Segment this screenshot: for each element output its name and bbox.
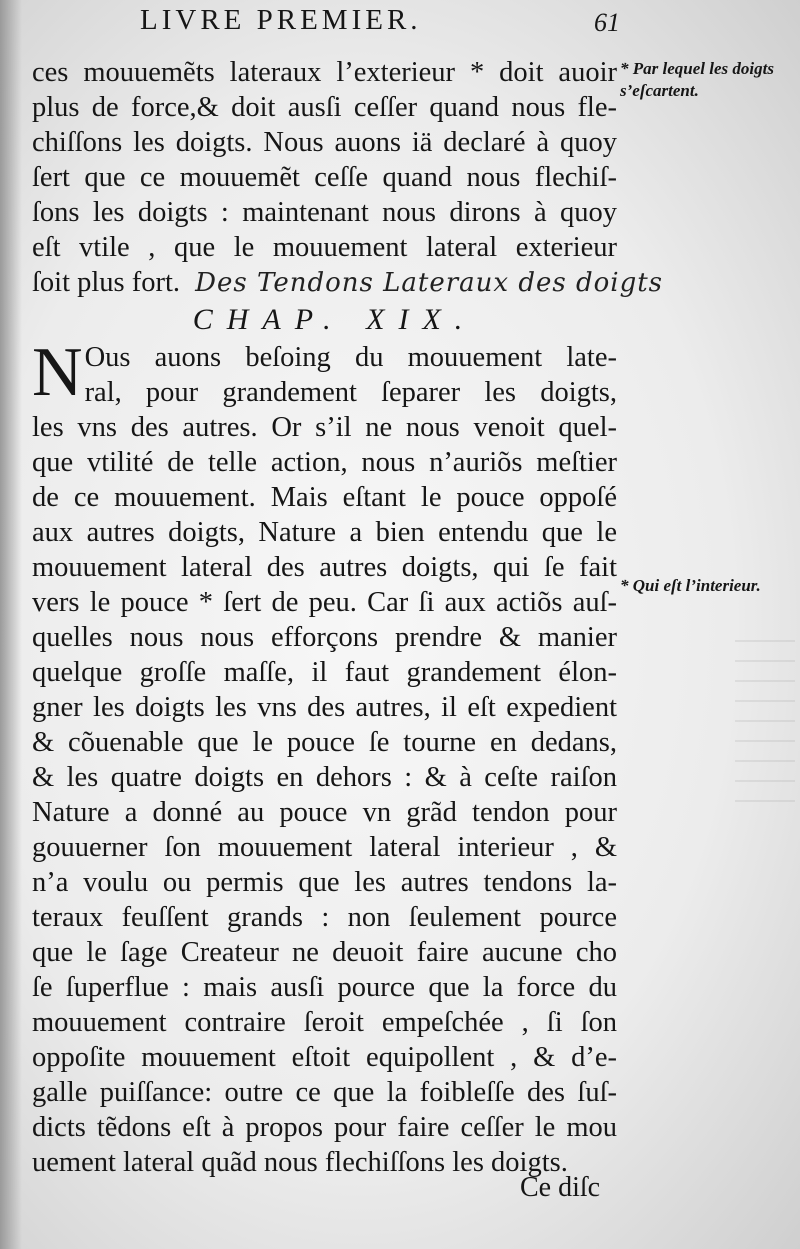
margin-note: * Par lequel les doigts s’eſcartent. <box>620 59 774 100</box>
text-line: mouuement lateral des autres doigts, qui ſe fait <box>32 552 617 583</box>
running-head: LIVRE PREMIER. <box>140 4 422 36</box>
text-line: teraux feuſſent grands : non ſeulement pource <box>32 902 617 933</box>
text-line: ſe ſuperflue : mais ausſi pource que la force du <box>32 972 617 1003</box>
page-number: 61 <box>594 8 620 37</box>
text-line: eſt vtile , que le mouuement lateral exterieur <box>32 232 617 263</box>
text-line: ces mouuemẽts lateraux l’exterieur * doit auoir <box>32 57 617 88</box>
text-line: Ous auons beſoing du mouuement late- <box>84 342 617 373</box>
gutter-shadow <box>0 0 22 1249</box>
text-line: vers le pouce * ſert de peu. Car ſi aux actiõs auſ- <box>32 587 617 618</box>
text-line-end: ſoit plus fort. <box>32 267 181 298</box>
chapter-heading: CHAP. XIX. <box>192 303 477 336</box>
text-line: galle puiſſance: outre ce que la foibleſſe des ſuſ- <box>32 1077 617 1108</box>
text-line: gner les doigts les vns des autres, il eſt expedient <box>32 692 617 723</box>
paragraph-opening <box>32 334 617 411</box>
text-line: uement lateral quãd nous flechiſſons les doigts. <box>32 1147 568 1178</box>
text-line: ſert que ce mouuemẽt ceſſe quand nous flechiſ- <box>32 162 617 193</box>
text-line: & cõuenable que le pouce ſe tourne en dedans, <box>32 727 617 758</box>
text-line: aux autres doigts, Nature a bien entendu que le <box>32 517 617 548</box>
main-text-block <box>32 55 664 1180</box>
text-line: ſons les doigts : maintenant nous dirons à quoy <box>32 197 617 228</box>
text-line: que vtilité de telle action, nous n’auriõs meſtier <box>32 447 617 478</box>
text-line: ral, pour grandement ſeparer les doigts, <box>84 377 617 408</box>
text-line: de ce mouuement. Mais eſtant le pouce oppoſé <box>32 482 617 513</box>
text-line: dicts tẽdons eſt à propos pour faire ceſſer le mou <box>32 1112 617 1143</box>
text-line: que le ſage Createur ne deuoit faire aucune cho <box>32 937 617 968</box>
catchword: Ce diſc <box>520 1172 601 1203</box>
text-line: plus de force,& doit ausſi ceſſer quand nous fle- <box>32 92 617 123</box>
text-line: n’a voulu ou permis que les autres tendons la- <box>32 867 617 898</box>
text-line: quelles nous nous efforçons prendre & manier <box>32 622 617 653</box>
text-line: chiſſons les doigts. Nous auons iä declaré à quoy <box>32 127 617 158</box>
text-line-with-annotation <box>32 265 664 300</box>
text-line: & les quatre doigts en dehors : & à ceſte raiſon <box>32 762 617 793</box>
text-line: gouuerner ſon mouuement lateral interieur , & <box>32 832 617 863</box>
text-line: quelque groſſe maſſe, il faut grandement élon- <box>32 657 617 688</box>
text-line: Nature a donné au pouce vn grãd tendon pour <box>32 797 617 828</box>
margin-note: * Qui eſt l’interieur. <box>620 576 761 595</box>
text-line: oppoſite mouuement eſtoit equipollent , & d’e- <box>32 1042 617 1073</box>
text-line: mouuement contraire ſeroit empeſchée , ſi ſon <box>32 1007 617 1038</box>
show-through-bleed <box>735 640 795 820</box>
drop-cap: N <box>32 334 83 411</box>
text-line: les vns des autres. Or s’il ne nous venoit quel- <box>32 412 617 443</box>
handwritten-annotation: Des Tendons Lateraux des doigts <box>195 268 664 298</box>
